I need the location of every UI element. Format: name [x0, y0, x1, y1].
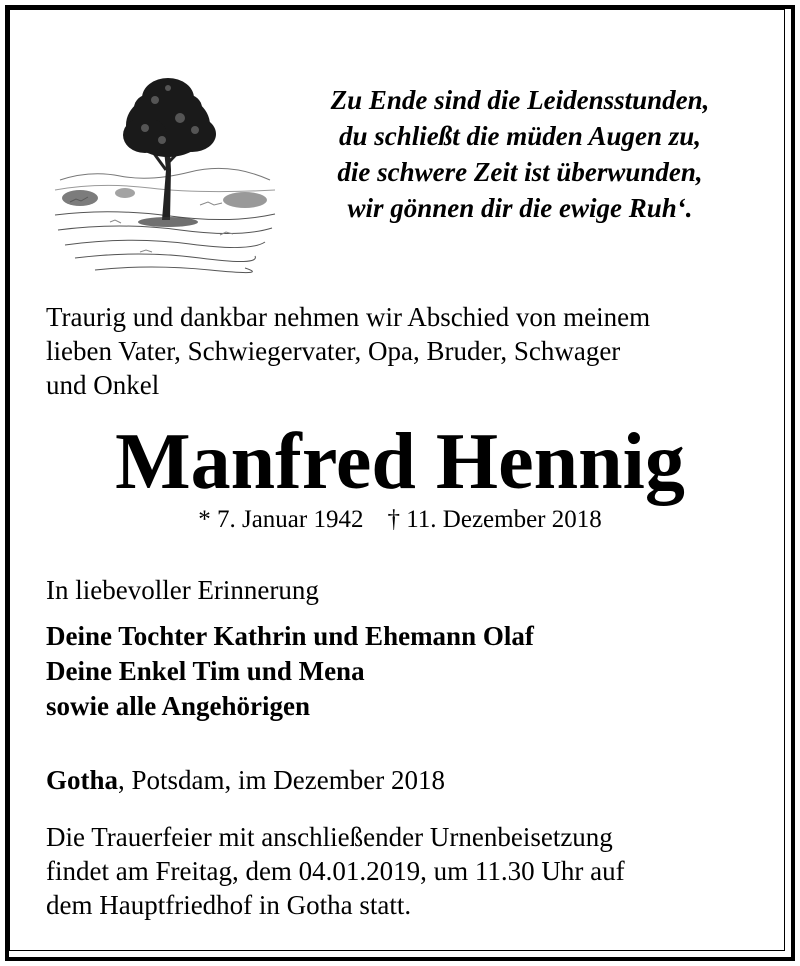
intro-line: und Onkel — [46, 370, 160, 400]
signers-list — [46, 619, 534, 724]
death-date: † 11. Dezember 2018 — [387, 506, 602, 533]
intro-line: lieben Vater, Schwiegervater, Opa, Bruder, Schwager — [46, 336, 621, 366]
signer-line: Deine Enkel Tim und Mena — [46, 656, 365, 686]
poem-line: wir gönnen dir die ewige Ruh‘. — [347, 193, 693, 223]
place-rest: , Potsdam, im Dezember 2018 — [118, 765, 445, 795]
signer-line: Deine Tochter Kathrin und Ehemann Olaf — [46, 621, 534, 651]
tree-landscape-illustration — [50, 30, 280, 285]
intro-text — [46, 300, 766, 402]
service-line: Die Trauerfeier mit anschließender Urnenbeisetzung — [46, 822, 613, 852]
service-line: findet am Freitag, dem 04.01.2019, um 11.30 Uhr auf — [46, 856, 625, 886]
birth-date: * 7. Januar 1942 — [198, 506, 364, 533]
memorial-poem — [290, 82, 750, 226]
memory-line: In liebevoller Erinnerung — [46, 575, 319, 605]
poem-line: du schließt die müden Augen zu, — [338, 121, 702, 151]
poem-line: die schwere Zeit ist überwunden, — [337, 157, 703, 187]
service-line: dem Hauptfriedhof in Gotha statt. — [46, 890, 412, 920]
poem-line: Zu Ende sind die Leidensstunden, — [330, 85, 710, 115]
deceased-name: Manfred Hennig — [115, 418, 685, 506]
intro-line: Traurig und dankbar nehmen wir Abschied von meinem — [46, 302, 651, 332]
funeral-service-info — [46, 820, 766, 922]
place-date-line — [46, 763, 445, 797]
place-city: Gotha — [46, 765, 119, 795]
signer-line: sowie alle Angehörigen — [46, 691, 310, 721]
life-dates — [0, 505, 800, 535]
